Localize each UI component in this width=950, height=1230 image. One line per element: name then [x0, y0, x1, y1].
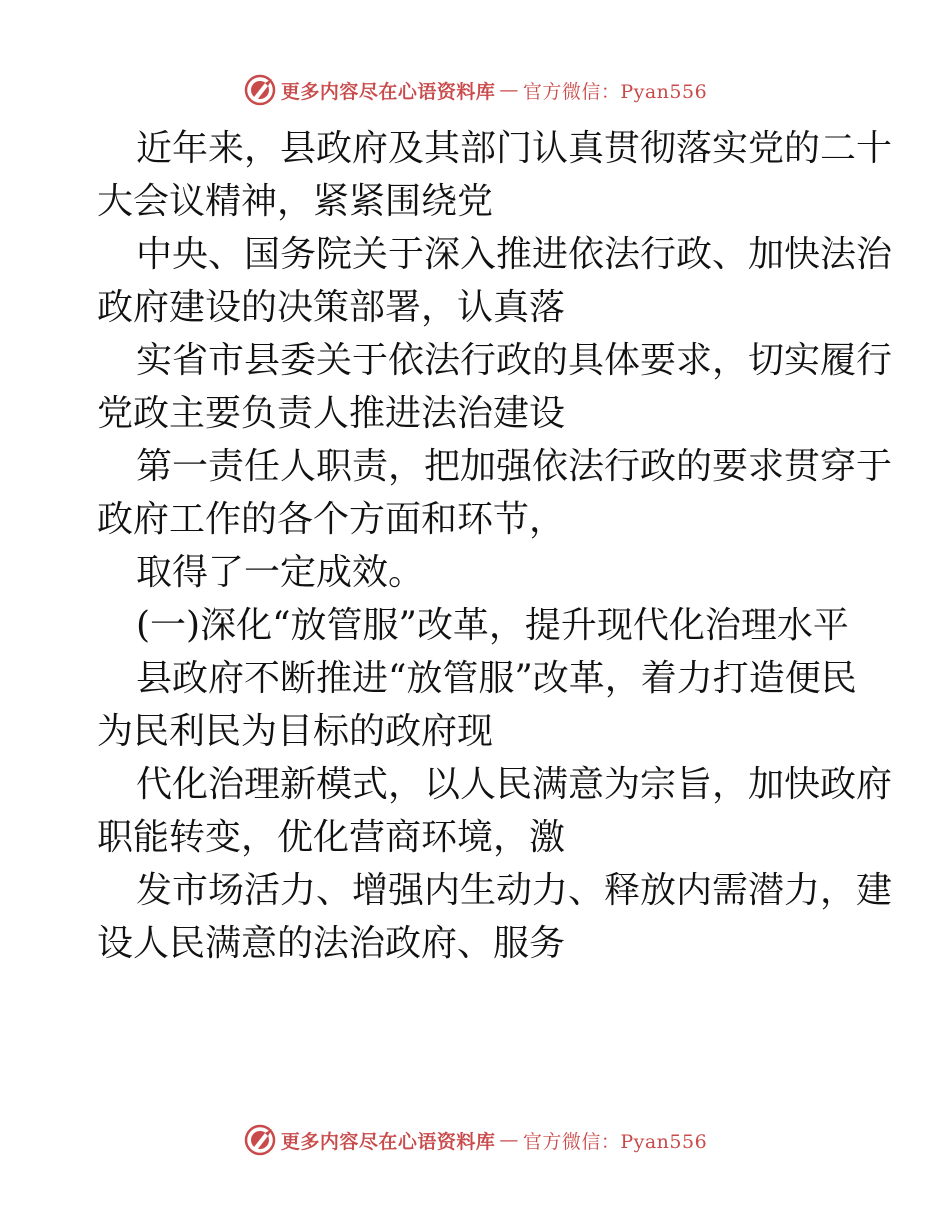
- text-line: 县政府不断推进“放管服”改革，着力打造便民: [136, 658, 857, 699]
- text-line: 近年来，县政府及其部门认真贯彻落实党的二十: [136, 128, 893, 169]
- text-line: 大会议精神，紧紧围绕党: [97, 181, 494, 222]
- pen-circle-icon: [243, 73, 277, 107]
- text-line: 代化治理新模式，以人民满意为宗旨，加快政府: [136, 764, 893, 805]
- text-line: 发市场活力、增强内生动力、释放内需潜力，建: [136, 870, 893, 911]
- text-line: 为民利民为目标的政府现: [97, 711, 494, 752]
- banner-dash: —: [499, 79, 519, 101]
- footer-banner: [0, 1120, 950, 1160]
- banner-contact: 官方微信：Pyan556: [522, 80, 708, 103]
- body-text: [97, 122, 893, 970]
- text-line: 党政主要负责人推进法治建设: [97, 393, 566, 434]
- text-line: 政府建设的决策部署，认真落: [97, 287, 566, 328]
- text-line: 第一责任人职责，把加强依法行政的要求贯穿于: [136, 446, 893, 487]
- banner-contact: 官方微信：Pyan556: [522, 1130, 708, 1153]
- text-line: 政府工作的各个方面和环节，: [97, 499, 566, 540]
- text-line: 实省市县委关于依法行政的具体要求，切实履行: [136, 340, 893, 381]
- banner-title: 更多内容尽在心语资料库: [280, 1130, 496, 1153]
- header-banner: [0, 70, 950, 110]
- text-line: 设人民满意的法治政府、服务: [97, 923, 566, 964]
- text-line: 取得了一定成效。: [136, 552, 425, 593]
- section-heading: (一)深化“放管服”改革，提升现代化治理水平: [136, 605, 849, 646]
- banner-title: 更多内容尽在心语资料库: [280, 80, 496, 103]
- banner-dash: —: [499, 1129, 519, 1151]
- text-line: 中央、国务院关于深入推进依法行政、加快法治: [136, 234, 893, 275]
- pen-circle-icon: [243, 1123, 277, 1157]
- text-line: 职能转变，优化营商环境，激: [97, 817, 566, 858]
